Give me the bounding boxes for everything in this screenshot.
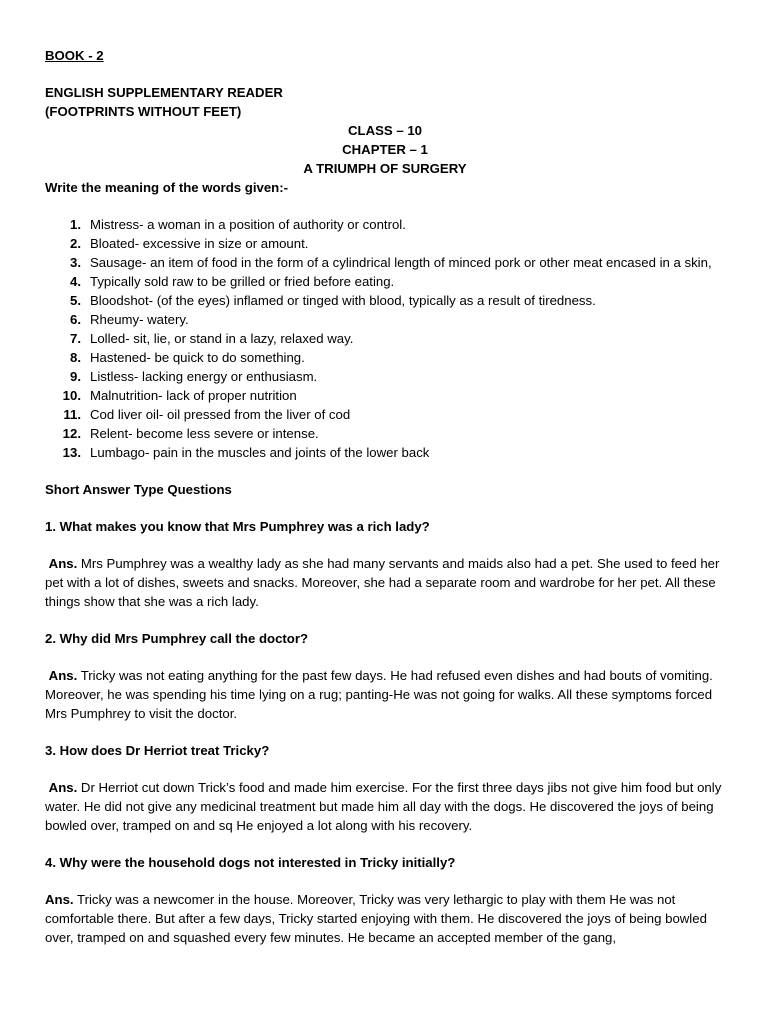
item-number: 4.	[70, 274, 81, 289]
item-number: 6.	[70, 312, 81, 327]
answer-label: Ans.	[45, 892, 74, 907]
question-4: 4. Why were the household dogs not interested in Tricky initially?	[45, 855, 456, 870]
list-item	[45, 215, 725, 234]
item-text: Mistress- a woman in a position of authority or control.	[90, 217, 406, 232]
item-number: 1.	[70, 217, 81, 232]
list-item	[45, 424, 725, 443]
list-item	[45, 367, 725, 386]
item-text: Bloated- excessive in size or amount.	[90, 236, 309, 251]
item-number: 5.	[70, 293, 81, 308]
book-label: BOOK - 2	[45, 48, 104, 63]
answer-label: Ans.	[48, 556, 78, 571]
list-item	[45, 291, 725, 310]
item-text: Relent- become less severe or intense.	[90, 426, 319, 441]
reader-title: ENGLISH SUPPLEMENTARY READER	[45, 85, 283, 100]
item-text: Listless- lacking energy or enthusiasm.	[90, 369, 318, 384]
answer-text: Tricky was a newcomer in the house. Moreover, Tricky was very lethargic to play with them He was not comfortable there. But after a few days, Tricky started enjoying with them. He discovered the joys of being bowled over, tramped on and squashed every few minutes. He became an accepted member of the gang,	[45, 892, 707, 945]
list-item	[45, 348, 725, 367]
question-1: 1. What makes you know that Mrs Pumphrey was a rich lady?	[45, 519, 430, 534]
item-text: Lumbago- pain in the muscles and joints of the lower back	[90, 445, 430, 460]
answer-text: Mrs Pumphrey was a wealthy lady as she had many servants and maids also had a pet. She used to feed her pet with a lot of dishes, sweets and snacks. Moreover, she had a separate room and wardrobe for her pet. All these things show that she was a rich lady.	[45, 556, 720, 609]
item-text: Typically sold raw to be grilled or fried before eating.	[90, 274, 395, 289]
item-number: 2.	[70, 236, 81, 251]
answer-text: Dr Herriot cut down Trick’s food and made him exercise. For the first three days jibs not give him food but only water. He did not give any medicinal treatment but made him all day with the dogs. He discovered the joys of being bowled over, tramped on and sq He enjoyed a lot along with his recovery.	[45, 780, 722, 833]
item-text: Hastened- be quick to do something.	[90, 350, 305, 365]
item-text: Sausage- an item of food in the form of a cylindrical length of minced pork or other meat encased in a skin,	[90, 255, 712, 270]
answer-text: Tricky was not eating anything for the past few days. He had refused even dishes and had bouts of vomiting. Moreover, he was spending his time lying on a rug; panting-He was not going for walks. All these symptoms forced Mrs Pumphrey to visit the doctor.	[45, 668, 713, 721]
item-number: 13.	[62, 445, 81, 460]
answer-4	[45, 890, 725, 947]
item-number: 12.	[62, 426, 81, 441]
answer-3	[45, 778, 725, 835]
list-item	[45, 443, 725, 462]
item-text: Cod liver oil- oil pressed from the liver of cod	[90, 407, 351, 422]
answer-label: Ans.	[48, 780, 78, 795]
item-text: Bloodshot- (of the eyes) inflamed or tinged with blood, typically as a result of tiredness.	[90, 293, 596, 308]
answer-1	[45, 554, 725, 611]
item-text: Lolled- sit, lie, or stand in a lazy, relaxed way.	[90, 331, 354, 346]
short-answer-heading: Short Answer Type Questions	[45, 482, 232, 497]
answer-2	[45, 666, 725, 723]
list-item	[45, 386, 725, 405]
chapter-title: A TRIUMPH OF SURGERY	[303, 161, 467, 176]
document-page	[45, 46, 725, 947]
item-text: Rheumy- watery.	[90, 312, 189, 327]
list-item	[45, 405, 725, 424]
list-item	[45, 329, 725, 348]
item-number: 3.	[70, 255, 81, 270]
item-number: 11.	[63, 407, 81, 422]
question-3: 3. How does Dr Herriot treat Tricky?	[45, 743, 270, 758]
class-label: CLASS – 10	[347, 123, 423, 138]
list-item	[45, 253, 725, 272]
item-number: 9.	[70, 369, 81, 384]
vocabulary-list	[45, 215, 725, 462]
item-number: 7.	[70, 331, 81, 346]
item-text: Malnutrition- lack of proper nutrition	[90, 388, 297, 403]
item-number: 10.	[62, 388, 81, 403]
item-number: 8.	[70, 350, 81, 365]
list-item	[45, 272, 725, 291]
list-item	[45, 310, 725, 329]
question-2: 2. Why did Mrs Pumphrey call the doctor?	[45, 631, 309, 646]
chapter-label: CHAPTER – 1	[342, 142, 428, 157]
list-item	[45, 234, 725, 253]
answer-label: Ans.	[48, 668, 78, 683]
reader-subtitle: (FOOTPRINTS WITHOUT FEET)	[45, 104, 242, 119]
vocabulary-heading: Write the meaning of the words given:-	[45, 180, 289, 195]
